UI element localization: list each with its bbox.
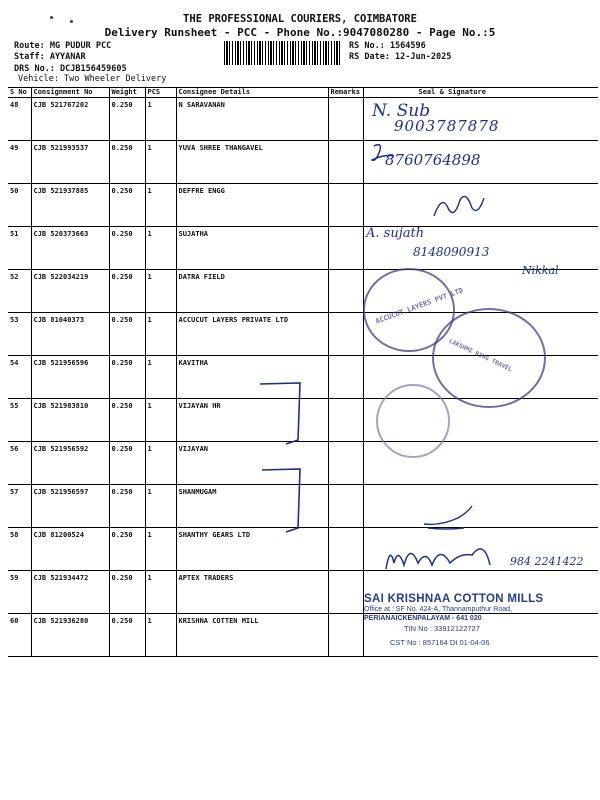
rs-number: RS No.: 1564596	[349, 41, 426, 51]
consignee-cell: ACCUCUT LAYERS PRIVATE LTD	[176, 313, 328, 356]
pcs-cell: 1	[145, 356, 176, 399]
remarks-cell	[328, 399, 363, 442]
remarks-cell	[328, 313, 363, 356]
row59-phone: 984 2241422	[510, 555, 584, 568]
krishnaa-stamp-cst: CST No : 857164 Dt 01-04-06	[390, 638, 490, 647]
consignment-cell: CJB 521956592	[31, 442, 109, 485]
sno-cell: 50	[8, 184, 31, 227]
faint-round-stamp	[376, 384, 450, 458]
remarks-cell	[328, 270, 363, 313]
pcs-cell: 1	[145, 614, 176, 657]
consignee-cell: YUVA SHREE THANGAVEL	[176, 141, 328, 184]
speck	[50, 16, 53, 19]
weight-cell: 0.250	[109, 270, 145, 313]
sno-cell: 54	[8, 356, 31, 399]
bracket-mark	[260, 466, 310, 541]
table-header-row	[8, 88, 598, 98]
pcs-cell: 1	[145, 571, 176, 614]
sno-cell: 59	[8, 571, 31, 614]
remarks-cell	[328, 614, 363, 657]
row51-signature: A. sujath	[366, 226, 425, 241]
col-sno: S No	[8, 88, 31, 98]
sno-cell: 58	[8, 528, 31, 571]
krishnaa-stamp-tin: TIN No : 33912122727	[404, 624, 480, 633]
col-consignee: Consignee Details	[176, 88, 328, 98]
col-weight: Weight	[109, 88, 145, 98]
row58-signature	[420, 500, 480, 532]
weight-cell: 0.250	[109, 528, 145, 571]
weight-cell: 0.250	[109, 571, 145, 614]
sno-cell: 53	[8, 313, 31, 356]
weight-cell: 0.250	[109, 399, 145, 442]
consignment-cell: CJB 520373663	[31, 227, 109, 270]
consignee-cell: KRISHNA COTTEN MILL	[176, 614, 328, 657]
row48-signature: N. Sub	[372, 101, 431, 121]
sno-cell: 55	[8, 399, 31, 442]
route-text: Route: MG PUDUR PCC	[14, 41, 112, 51]
pcs-cell: 1	[145, 184, 176, 227]
table-row	[8, 184, 598, 227]
pcs-cell: 1	[145, 227, 176, 270]
consignee-cell: VIJAYAN HR	[176, 399, 328, 442]
consignment-cell: CJB 521956596	[31, 356, 109, 399]
pcs-cell: 1	[145, 98, 176, 141]
weight-cell: 0.250	[109, 98, 145, 141]
sno-cell: 51	[8, 227, 31, 270]
pcs-cell: 1	[145, 141, 176, 184]
consignee-cell: APTEX TRADERS	[176, 571, 328, 614]
barcode-image	[224, 41, 342, 65]
remarks-cell	[328, 184, 363, 227]
consignment-cell: CJB 81040373	[31, 313, 109, 356]
consignment-cell: CJB 521934472	[31, 571, 109, 614]
row59-signature	[380, 535, 510, 575]
consignee-cell: SHANTHY GEARS LTD	[176, 528, 328, 571]
sno-cell: 60	[8, 614, 31, 657]
remarks-cell	[328, 98, 363, 141]
pcs-cell: 1	[145, 442, 176, 485]
col-remarks: Remarks	[328, 88, 363, 98]
weight-cell: 0.250	[109, 485, 145, 528]
krishnaa-stamp	[364, 593, 594, 647]
consignee-cell: N SARAVANAN	[176, 98, 328, 141]
table-row	[8, 141, 598, 184]
row50-signature	[430, 188, 490, 222]
row52-note: Nikkal	[522, 264, 559, 277]
bracket-mark	[258, 380, 308, 455]
col-seal-signature: Seal & Signature	[363, 88, 598, 98]
weight-cell: 0.250	[109, 356, 145, 399]
consignee-cell: DATRA FIELD	[176, 270, 328, 313]
pcs-cell: 1	[145, 313, 176, 356]
consignee-cell: VIJAYAN	[176, 442, 328, 485]
consignment-cell: CJB 522034219	[31, 270, 109, 313]
sno-cell: 49	[8, 141, 31, 184]
consignment-cell: CJB 521983810	[31, 399, 109, 442]
consignee-cell: KAVITHA	[176, 356, 328, 399]
sno-cell: 57	[8, 485, 31, 528]
sno-cell: 52	[8, 270, 31, 313]
consignee-cell: DEFFRE ENGG	[176, 184, 328, 227]
drs-number: DRS No.: DCJB156459605	[14, 64, 127, 74]
weight-cell: 0.250	[109, 227, 145, 270]
pcs-cell: 1	[145, 270, 176, 313]
row49-phone: 8760764898	[385, 151, 481, 169]
rs-date: RS Date: 12-Jun-2025	[349, 52, 452, 62]
speck	[70, 20, 73, 23]
table-row	[8, 227, 598, 270]
consignment-cell: CJB 521767202	[31, 98, 109, 141]
pcs-cell: 1	[145, 485, 176, 528]
remarks-cell	[328, 528, 363, 571]
weight-cell: 0.250	[109, 141, 145, 184]
accucut-stamp-text: ACCUCUT LAYERS PVT LTD	[374, 286, 465, 326]
weight-cell: 0.250	[109, 442, 145, 485]
row48-phone: 9003787878	[394, 117, 500, 135]
runsheet-title: Delivery Runsheet - PCC - Phone No.:9047080280 - Page No.:5	[104, 26, 496, 39]
remarks-cell	[328, 571, 363, 614]
row51-phone: 8148090913	[413, 245, 490, 259]
pcs-cell: 1	[145, 399, 176, 442]
krishnaa-stamp-name: SAI KRISHNAA COTTON MILLS	[364, 593, 544, 605]
vehicle-text: Vehicle: Two Wheeler Delivery	[18, 74, 167, 84]
weight-cell: 0.250	[109, 313, 145, 356]
signature-cell	[363, 485, 598, 528]
col-pcs: PCS	[145, 88, 176, 98]
gear-stamp-text: LAKSHMI RING TRAVEL	[447, 337, 513, 374]
staff-text: Staff: AYYANAR	[14, 52, 86, 62]
weight-cell: 0.250	[109, 184, 145, 227]
consignment-cell: CJB 521993537	[31, 141, 109, 184]
remarks-cell	[328, 485, 363, 528]
sno-cell: 56	[8, 442, 31, 485]
sno-cell: 48	[8, 98, 31, 141]
weight-cell: 0.250	[109, 614, 145, 657]
remarks-cell	[328, 442, 363, 485]
consignment-cell: CJB 521956597	[31, 485, 109, 528]
table-row	[8, 270, 598, 313]
krishnaa-stamp-office: Office at : SF No. 424-A, Thannamputhur Road,	[364, 606, 512, 613]
remarks-cell	[328, 141, 363, 184]
table-row	[8, 98, 598, 141]
pcs-cell: 1	[145, 528, 176, 571]
remarks-cell	[328, 227, 363, 270]
consignee-cell: SHANMUGAM	[176, 485, 328, 528]
remarks-cell	[328, 356, 363, 399]
consignment-cell: CJB 81200524	[31, 528, 109, 571]
col-consignment: Consignment No	[31, 88, 109, 98]
consignee-cell: SUJATHA	[176, 227, 328, 270]
krishnaa-stamp-town: PERIANAICKENPALAYAM - 641 020	[364, 615, 482, 622]
gear-company-stamp	[432, 308, 546, 408]
consignment-cell: CJB 521936280	[31, 614, 109, 657]
company-title: THE PROFESSIONAL COURIERS, COIMBATORE	[183, 13, 417, 25]
consignment-cell: CJB 521937885	[31, 184, 109, 227]
